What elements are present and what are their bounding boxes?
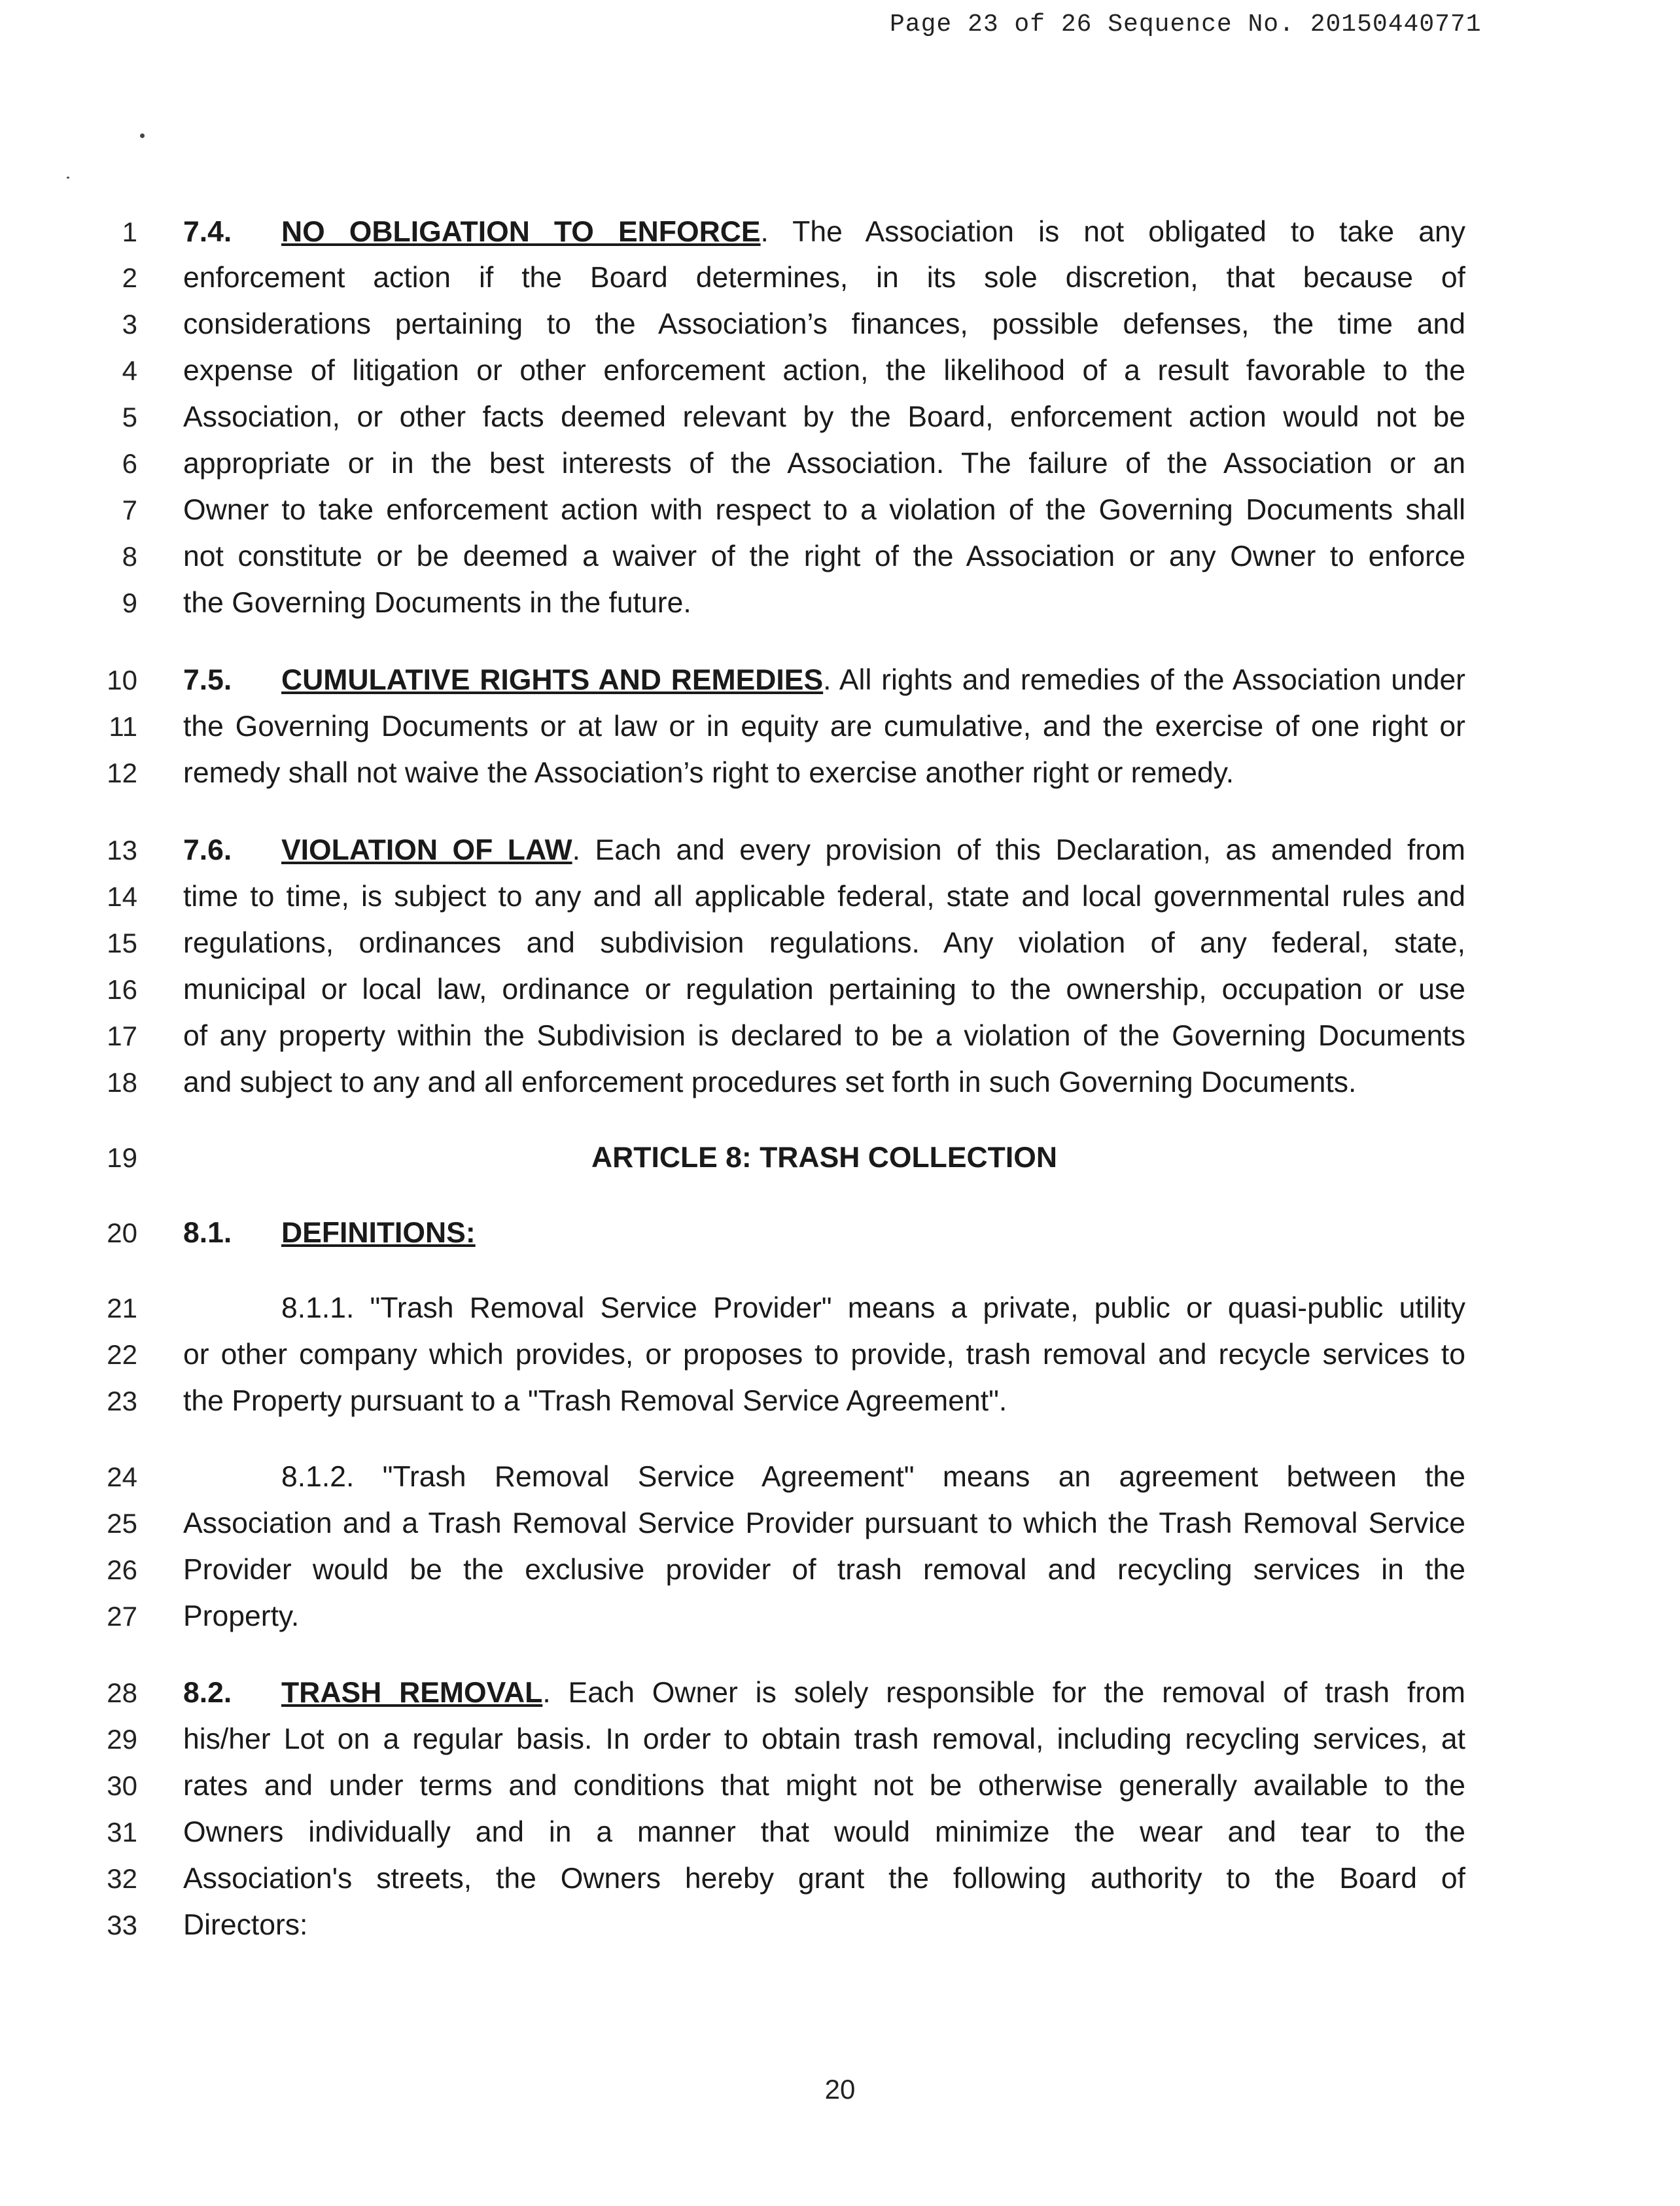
page-number: 20 <box>824 2074 856 2105</box>
line-text: regulations, ordinances and subdivision regulations. Any violation of any federal, state, <box>183 927 1465 959</box>
document-line <box>0 584 1680 623</box>
scan-speck <box>67 177 69 179</box>
section-heading: CUMULATIVE RIGHTS AND REMEDIES <box>281 664 824 696</box>
section-number: 7.4. <box>183 216 232 248</box>
line-text: rates and under terms and conditions that might not be otherwise generally available to the <box>183 1770 1465 1802</box>
line-number: 11 <box>109 711 137 742</box>
line-body: . Each and every provision of this Declaration, as amended from <box>572 834 1465 866</box>
document-line <box>0 1063 1680 1102</box>
line-text: Provider would be the exclusive provider of trash removal and recycling services in the <box>183 1554 1465 1586</box>
line-number: 18 <box>107 1067 137 1098</box>
line-text: enforcement action if the Board determines, in its sole discretion, that because of <box>183 262 1465 294</box>
line-body: . The Association is not obligated to take any <box>760 216 1465 248</box>
document-line <box>0 1138 1680 1178</box>
line-number: 9 <box>122 587 137 618</box>
line-number: 4 <box>122 355 137 386</box>
line-body: . Each Owner is solely responsible for the removal of trash from <box>542 1677 1465 1709</box>
line-number: 20 <box>107 1217 137 1248</box>
line-text: 8.1.2. "Trash Removal Service Agreement" means an agreement between the <box>281 1461 1465 1493</box>
section-number: 7.6. <box>183 834 232 866</box>
section-number: 8.1. <box>183 1217 232 1249</box>
line-text: Association's streets, the Owners hereby grant the following authority to the Board of <box>183 1863 1465 1895</box>
line-number: 23 <box>107 1386 137 1416</box>
line-number: 14 <box>107 881 137 912</box>
line-text: Association, or other facts deemed relevant by the Board, enforcement action would not be <box>183 401 1465 433</box>
document-line <box>0 1813 1680 1852</box>
document-line <box>0 1214 1680 1253</box>
line-text <box>183 213 1465 252</box>
section-number: 7.5. <box>183 664 232 696</box>
document-line <box>0 1458 1680 1497</box>
line-body: . All rights and remedies of the Association under <box>823 664 1465 696</box>
line-text: time to time, is subject to any and all applicable federal, state and local governmental rules and <box>183 881 1465 913</box>
section-heading: VIOLATION OF LAW <box>281 834 572 866</box>
section-heading: NO OBLIGATION TO ENFORCE <box>281 216 761 248</box>
line-number: 17 <box>107 1021 137 1051</box>
document-line <box>0 258 1680 298</box>
document-line <box>0 877 1680 917</box>
document-line <box>0 831 1680 870</box>
line-number: 24 <box>107 1462 137 1492</box>
line-text: municipal or local law, ordinance or regulation pertaining to the ownership, occupation or use <box>183 973 1465 1006</box>
line-text <box>183 831 1465 870</box>
line-number: 10 <box>107 665 137 695</box>
document-line <box>0 213 1680 252</box>
line-text <box>183 661 1465 700</box>
line-number: 19 <box>107 1142 137 1173</box>
line-text: the Property pursuant to a "Trash Removal Service Agreement". <box>183 1385 1007 1417</box>
document-line <box>0 491 1680 530</box>
line-text <box>183 1673 1465 1713</box>
line-number: 13 <box>107 835 137 866</box>
document-line <box>0 1597 1680 1636</box>
line-text: not constitute or be deemed a waiver of the right of the Association or any Owner to enforce <box>183 540 1465 572</box>
line-text: his/her Lot on a regular basis. In order to obtain trash removal, including recycling services, at <box>183 1723 1465 1755</box>
section-heading: TRASH REMOVAL <box>281 1677 543 1709</box>
document-line <box>0 1673 1680 1713</box>
document-line <box>0 1335 1680 1374</box>
line-text: appropriate or in the best interests of the Association. The failure of the Association or an <box>183 447 1465 480</box>
line-number: 7 <box>122 495 137 525</box>
line-number: 29 <box>107 1724 137 1755</box>
line-text: Property. <box>183 1600 300 1632</box>
line-number: 33 <box>107 1910 137 1940</box>
document-line <box>0 707 1680 746</box>
document-line <box>0 351 1680 391</box>
line-number: 28 <box>107 1677 137 1708</box>
line-number: 32 <box>107 1863 137 1894</box>
document-line <box>0 1504 1680 1543</box>
document-line <box>0 1859 1680 1899</box>
line-text: and subject to any and all enforcement procedures set forth in such Governing Documents. <box>183 1066 1357 1098</box>
line-number: 1 <box>122 217 137 247</box>
document-line <box>0 924 1680 963</box>
line-text: the Governing Documents or at law or in equity are cumulative, and the exercise of one right or <box>183 710 1465 743</box>
document-line <box>0 1906 1680 1945</box>
document-line <box>0 444 1680 483</box>
line-number: 22 <box>107 1339 137 1370</box>
line-text: Association and a Trash Removal Service Provider pursuant to which the Trash Removal Service <box>183 1507 1465 1539</box>
document-line <box>0 305 1680 344</box>
line-number: 30 <box>107 1770 137 1801</box>
line-text <box>183 1214 1465 1253</box>
line-text: 8.1.1. "Trash Removal Service Provider" means a private, public or quasi-public utility <box>281 1292 1465 1324</box>
document-line <box>0 1017 1680 1056</box>
line-text: Owner to take enforcement action with respect to a violation of the Governing Documents shall <box>183 494 1465 526</box>
line-number: 25 <box>107 1508 137 1539</box>
document-line <box>0 754 1680 793</box>
line-number: 12 <box>107 758 137 788</box>
document-line <box>0 970 1680 1009</box>
line-number: 15 <box>107 928 137 958</box>
document-line <box>0 1550 1680 1590</box>
document-line <box>0 661 1680 700</box>
article-heading: ARTICLE 8: TRASH COLLECTION <box>591 1142 1057 1174</box>
document-line <box>0 1289 1680 1328</box>
line-number: 31 <box>107 1817 137 1847</box>
line-number: 26 <box>107 1554 137 1585</box>
line-text: or other company which provides, or proposes to provide, trash removal and recycle services to <box>183 1339 1465 1371</box>
line-text: expense of litigation or other enforcement action, the likelihood of a result favorable to the <box>183 355 1465 387</box>
line-text: the Governing Documents in the future. <box>183 587 691 619</box>
line-number: 2 <box>122 262 137 293</box>
section-number: 8.2. <box>183 1677 232 1709</box>
document-line <box>0 1720 1680 1759</box>
line-number: 3 <box>122 309 137 340</box>
line-number: 21 <box>107 1293 137 1323</box>
line-number: 5 <box>122 402 137 432</box>
line-number: 16 <box>107 974 137 1005</box>
line-number: 6 <box>122 448 137 479</box>
document-line <box>0 1382 1680 1421</box>
line-text: considerations pertaining to the Association’s finances, possible defenses, the time and <box>183 308 1465 340</box>
line-number: 8 <box>122 541 137 572</box>
page-sequence-stamp: Page 23 of 26 Sequence No. 20150440771 <box>890 10 1482 39</box>
section-heading: DEFINITIONS: <box>281 1217 476 1249</box>
line-text: remedy shall not waive the Association’s right to exercise another right or remedy. <box>183 757 1234 789</box>
line-number: 27 <box>107 1601 137 1632</box>
scan-speck <box>140 133 145 138</box>
line-text: Directors: <box>183 1909 308 1941</box>
document-line <box>0 1766 1680 1806</box>
line-text: Owners individually and in a manner that would minimize the wear and tear to the <box>183 1816 1465 1848</box>
document-line <box>0 398 1680 437</box>
line-text: of any property within the Subdivision is declared to be a violation of the Governing Documents <box>183 1020 1465 1052</box>
document-line <box>0 537 1680 576</box>
